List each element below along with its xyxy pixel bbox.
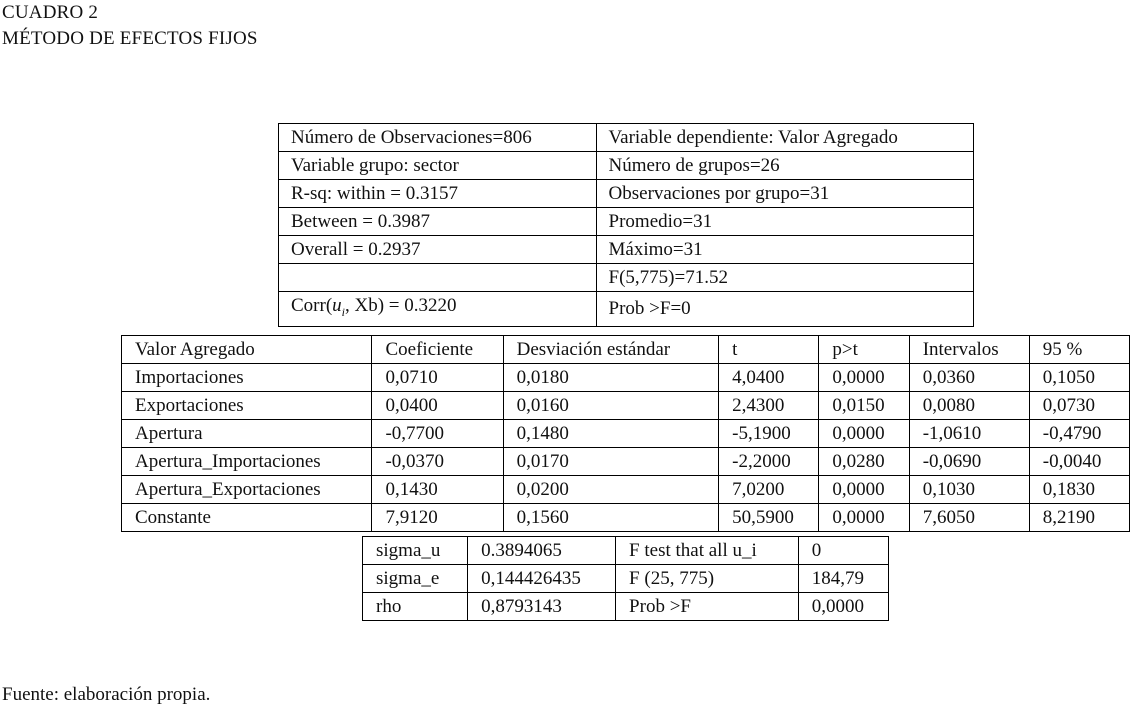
summary-cell: Variable dependiente: Valor Agregado <box>596 124 973 152</box>
summary-cell: Número de grupos=26 <box>596 152 973 180</box>
row-label: Importaciones <box>122 364 372 392</box>
table-row <box>279 180 974 208</box>
row-label: sigma_u <box>363 537 468 565</box>
table-cell: 0,144426435 <box>468 565 616 593</box>
table-cell: -0,0370 <box>372 448 503 476</box>
table-cell: 0,1030 <box>909 476 1029 504</box>
table-cell: -2,2000 <box>719 448 819 476</box>
table-row <box>279 264 974 292</box>
table-row <box>122 504 1130 532</box>
summary-cell: Overall = 0.2937 <box>279 236 597 264</box>
column-header: 95 % <box>1029 336 1129 364</box>
corr-subscript: i <box>341 304 345 319</box>
table-cell: 2,4300 <box>719 392 819 420</box>
row-label: rho <box>363 593 468 621</box>
row-label: Prob >F <box>616 593 799 621</box>
table-cell: 0,1050 <box>1029 364 1129 392</box>
table-row <box>122 476 1130 504</box>
table-cell: -5,1900 <box>719 420 819 448</box>
table-cell: 0,1430 <box>372 476 503 504</box>
summary-cell: Número de Observaciones=806 <box>279 124 597 152</box>
corr-cell <box>279 292 597 327</box>
table-cell: 4,0400 <box>719 364 819 392</box>
row-label: Apertura_Importaciones <box>122 448 372 476</box>
table-cell: 0,0000 <box>819 420 909 448</box>
table-row <box>279 208 974 236</box>
model-summary-table <box>278 123 974 327</box>
column-header: Intervalos <box>909 336 1029 364</box>
row-label: Apertura <box>122 420 372 448</box>
table-cell: 0,1560 <box>503 504 719 532</box>
table-row <box>122 364 1130 392</box>
summary-cell: Promedio=31 <box>596 208 973 236</box>
table-cell: 8,2190 <box>1029 504 1129 532</box>
column-header: Desviación estándar <box>503 336 719 364</box>
summary-cell: R-sq: within = 0.3157 <box>279 180 597 208</box>
document-heading <box>2 0 258 52</box>
table-number: CUADRO 2 <box>2 2 99 23</box>
corr-suffix: , Xb) = 0.3220 <box>345 295 457 316</box>
table-cell: 0.3894065 <box>468 537 616 565</box>
table-cell: 184,79 <box>798 565 888 593</box>
table-cell: 0,0000 <box>819 364 909 392</box>
row-label: Apertura_Exportaciones <box>122 476 372 504</box>
column-header: t <box>719 336 819 364</box>
table-cell: 0,0080 <box>909 392 1029 420</box>
table-cell: 0,0000 <box>798 593 888 621</box>
summary-cell: Máximo=31 <box>596 236 973 264</box>
variance-components-table <box>362 536 889 621</box>
column-header: Valor Agregado <box>122 336 372 364</box>
table-cell: 0,0160 <box>503 392 719 420</box>
table-cell: 0,0730 <box>1029 392 1129 420</box>
table-row <box>122 448 1130 476</box>
row-label: F (25, 775) <box>616 565 799 593</box>
table-cell: 0,0200 <box>503 476 719 504</box>
table-cell: 0,1480 <box>503 420 719 448</box>
table-cell: 7,0200 <box>719 476 819 504</box>
column-header: p>t <box>819 336 909 364</box>
table-cell: -0,7700 <box>372 420 503 448</box>
table-row <box>363 537 889 565</box>
summary-cell-empty <box>279 264 597 292</box>
summary-cell: Between = 0.3987 <box>279 208 597 236</box>
table-row <box>122 420 1130 448</box>
row-label: Constante <box>122 504 372 532</box>
table-cell: 0,8793143 <box>468 593 616 621</box>
summary-cell: Observaciones por grupo=31 <box>596 180 973 208</box>
table-cell: 0,0360 <box>909 364 1029 392</box>
coefficients-table <box>121 335 1130 532</box>
row-label: Exportaciones <box>122 392 372 420</box>
table-cell: 0,0280 <box>819 448 909 476</box>
table-cell: 0,0170 <box>503 448 719 476</box>
table-cell: 0 <box>798 537 888 565</box>
table-cell: -1,0610 <box>909 420 1029 448</box>
table-row <box>279 292 974 327</box>
summary-cell: Prob >F=0 <box>596 292 973 327</box>
column-header: Coeficiente <box>372 336 503 364</box>
table-row <box>279 152 974 180</box>
table-cell: 0,0150 <box>819 392 909 420</box>
table-title: MÉTODO DE EFECTOS FIJOS <box>2 28 258 49</box>
table-row <box>363 565 889 593</box>
table-row <box>122 392 1130 420</box>
table-cell: 0,0000 <box>819 476 909 504</box>
table-cell: 0,0000 <box>819 504 909 532</box>
table-cell: 0,0710 <box>372 364 503 392</box>
summary-cell: Variable grupo: sector <box>279 152 597 180</box>
corr-variable: u <box>332 295 342 316</box>
summary-cell: F(5,775)=71.52 <box>596 264 973 292</box>
table-row <box>279 124 974 152</box>
table-row <box>279 236 974 264</box>
corr-prefix: Corr( <box>291 295 333 316</box>
source-note: Fuente: elaboración propia. <box>2 684 211 705</box>
table-header-row <box>122 336 1130 364</box>
row-label: F test that all u_i <box>616 537 799 565</box>
table-cell: 7,6050 <box>909 504 1029 532</box>
table-cell: -0,0690 <box>909 448 1029 476</box>
table-cell: 0,1830 <box>1029 476 1129 504</box>
table-cell: 50,5900 <box>719 504 819 532</box>
table-cell: -0,4790 <box>1029 420 1129 448</box>
row-label: sigma_e <box>363 565 468 593</box>
table-cell: -0,0040 <box>1029 448 1129 476</box>
table-cell: 0,0400 <box>372 392 503 420</box>
table-cell: 7,9120 <box>372 504 503 532</box>
table-row <box>363 593 889 621</box>
table-cell: 0,0180 <box>503 364 719 392</box>
